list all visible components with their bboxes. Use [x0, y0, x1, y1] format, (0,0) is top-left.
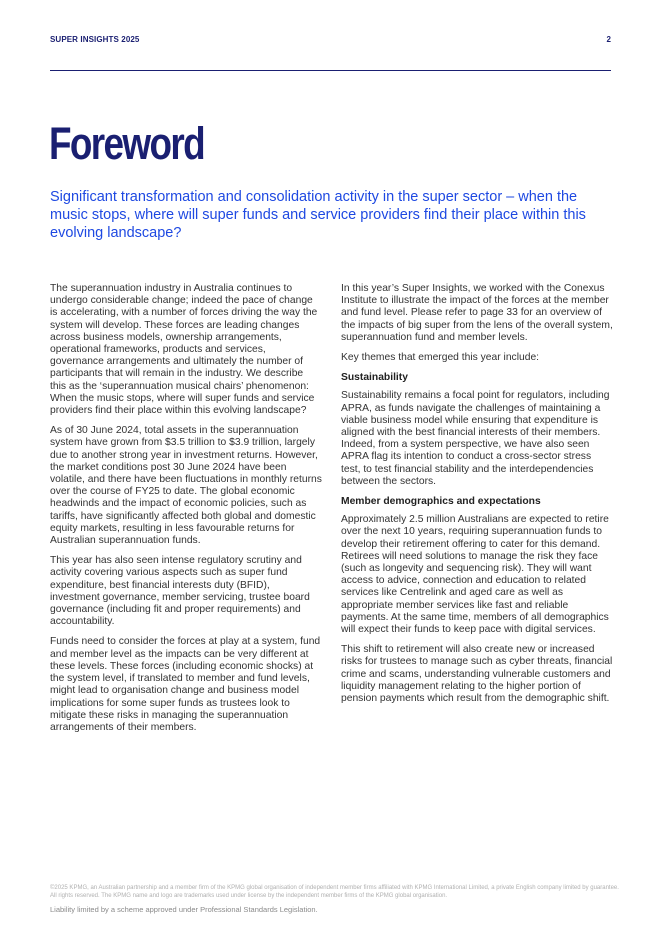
page-number: 2 [606, 35, 611, 44]
section-heading-demographics: Member demographics and expectations [341, 496, 541, 508]
copyright-notice: ©2025 KPMG, an Australian partnership and a member firm of the KPMG global organisation of independent member firms affiliated with KPMG International Limited, a private English company limited by guarantee. All rights reserved. The KPMG name and logo are trademarks used under license by the independent member firms of the KPMG global organisation. [50, 885, 619, 899]
left-column [50, 283, 322, 742]
right-column [341, 283, 613, 713]
liability-notice: Liability limited by a scheme approved under Professional Standards Legislation. [50, 905, 318, 914]
intro-statement: Significant transformation and consolidation activity in the super sector – when the music stops, where will super funds and service providers find their place within this evolving landscape? [50, 189, 586, 241]
header-divider [50, 70, 611, 71]
publication-title: SUPER INSIGHTS 2025 [50, 35, 140, 44]
body-paragraph: Funds need to consider the forces at play at a system, fund and member level as the impacts can be very different at these levels. These forces (including economic shocks) at the system level, if translated to member and fund levels, might lead to organisation change and business model implications for some super funds as trustees look to mitigate these risks in managing the superannuation arrangements of their members. [50, 636, 321, 733]
body-paragraph: Sustainability remains a focal point for regulators, including APRA, as funds navigate the challenges of maintaining a viable business model while ensuring that expenditure is aligned with the best financial interests of their members. Indeed, from a system perspective, we have also seen APRA flag its intention to conduct a cross-sector stress test, to test financial stability and the interdependencies between the sectors. [341, 390, 610, 487]
body-paragraph: Key themes that emerged this year include: [341, 352, 540, 364]
section-heading-sustainability: Sustainability [341, 372, 408, 384]
body-paragraph: As of 30 June 2024, total assets in the superannuation system have grown from $3.5 trillion to $3.9 trillion, largely due to another strong year in investment returns. However, the market conditions post 30 June 2024 have been volatile, and there have been fluctuations in monthly returns over the course of FY25 to date. The global economic headwinds and the impact of economic policies, such as tariffs, have significantly affected both global and domestic equity markets, resulting in less favourable returns for Australian superannuation funds. [50, 425, 322, 547]
body-paragraph: The superannuation industry in Australia continues to undergo considerable change; indeed the pace of change is accelerating, with a number of forces driving the way the system will develop. These forces are leading changes across business models, ownership arrangements, operational frameworks, products and services, governance arrangements and ultimately the number of participants that will remain in the industry. We describe this as the ‘superannuation musical chairs’ phenomenon: When the music stops, where will super funds and service providers find their place within this evolving landscape? [50, 283, 318, 417]
body-paragraph: In this year’s Super Insights, we worked with the Conexus Institute to illustrate the impact of the forces at the member and fund level. Please refer to page 33 for an overview of the impacts of big super from the lens of the overall system, superannuation fund and member levels. [341, 283, 613, 343]
body-paragraph: This year has also seen intense regulatory scrutiny and activity covering various aspects such as super fund expenditure, best financial interests duty (BFID), investment governance, member servicing, trustee board governance (including fit and proper requirements) and accountability. [50, 555, 310, 628]
body-paragraph: This shift to retirement will also create new or increased risks for trustees to manage such as cyber threats, financial crime and scams, understanding vulnerable customers and liquidity management relating to the higher portion of pension payments which result from the demographic shift. [341, 644, 613, 705]
page-title: Foreword [49, 118, 204, 169]
body-paragraph: Approximately 2.5 million Australians are expected to retire over the next 10 years, requiring superannuation funds to develop their retirement offering to cater for this demand. Retirees will need solutions to manage the risk they face (such as longevity and sequencing risk). They will want access to advice, connection and education to related services like Centrelink and aged care as well as appropriate member services like fast and reliable payments. At the same time, members of all demographics will expect their funds to keep pace with digital services. [341, 514, 609, 636]
